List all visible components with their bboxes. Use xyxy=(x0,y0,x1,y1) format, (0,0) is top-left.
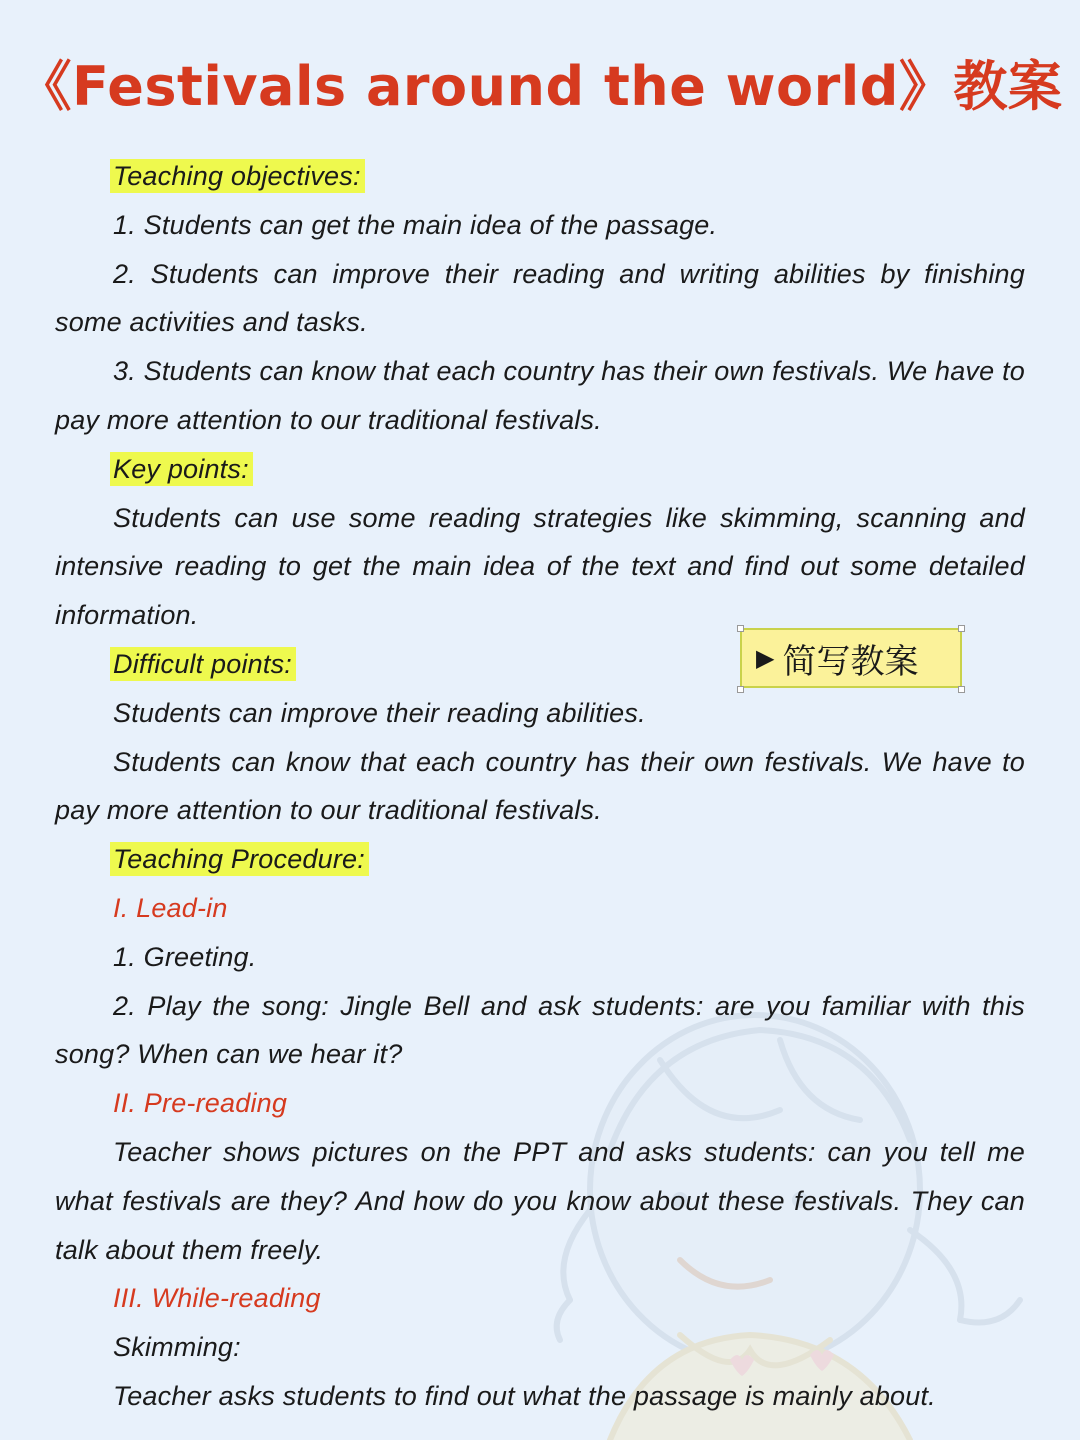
page-title: 《Festivals around the world》教案 xyxy=(17,55,1063,118)
resize-handle[interactable] xyxy=(958,625,965,632)
objective-item: 3. Students can know that each country has their own festivals. We have to pay more attention to our traditional festivals. xyxy=(55,356,1025,435)
key-points-heading: Key points: xyxy=(110,452,253,486)
lead-in-heading: I. Lead-in xyxy=(113,892,228,923)
objectives-heading: Teaching objectives: xyxy=(110,159,365,193)
difficult-points-heading: Difficult points: xyxy=(110,647,296,681)
while-reading-text: Teacher asks students to find out what the passage is mainly about. xyxy=(113,1380,936,1411)
key-points-text: Students can use some reading strategies like skimming, scanning and intensive reading to get the main idea of the text and find out some detailed information. xyxy=(55,502,1025,631)
simplified-plan-button[interactable] xyxy=(740,628,962,688)
procedure-heading: Teaching Procedure: xyxy=(110,842,369,876)
resize-handle[interactable] xyxy=(737,625,744,632)
while-reading-heading: III. While-reading xyxy=(113,1283,321,1314)
skimming-label: Skimming: xyxy=(113,1332,241,1363)
difficult-point-item: Students can improve their reading abilities. xyxy=(113,697,646,728)
simplified-plan-label: 简写教案 xyxy=(782,641,919,682)
play-triangle-icon: ▶ xyxy=(756,644,775,672)
resize-handle[interactable] xyxy=(958,686,965,693)
pre-reading-heading: II. Pre-reading xyxy=(113,1088,288,1119)
lesson-plan-body xyxy=(55,152,1025,1421)
difficult-point-item: Students can know that each country has their own festivals. We have to pay more attention to our traditional festivals. xyxy=(55,746,1025,826)
pre-reading-text: Teacher shows pictures on the PPT and asks students: can you tell me what festivals are they? And how do you know about these festivals. They can talk about them freely. xyxy=(55,1136,1025,1265)
objective-item: 2. Students can improve their reading and writing abilities by finishing some activities and tasks. xyxy=(55,258,1025,338)
resize-handle[interactable] xyxy=(737,686,744,693)
objective-item: 1. Students can get the main idea of the passage. xyxy=(113,209,718,240)
lead-in-item: 2. Play the song: Jingle Bell and ask students: are you familiar with this song? When can we hear it? xyxy=(55,990,1025,1070)
lead-in-item: 1. Greeting. xyxy=(113,941,257,972)
